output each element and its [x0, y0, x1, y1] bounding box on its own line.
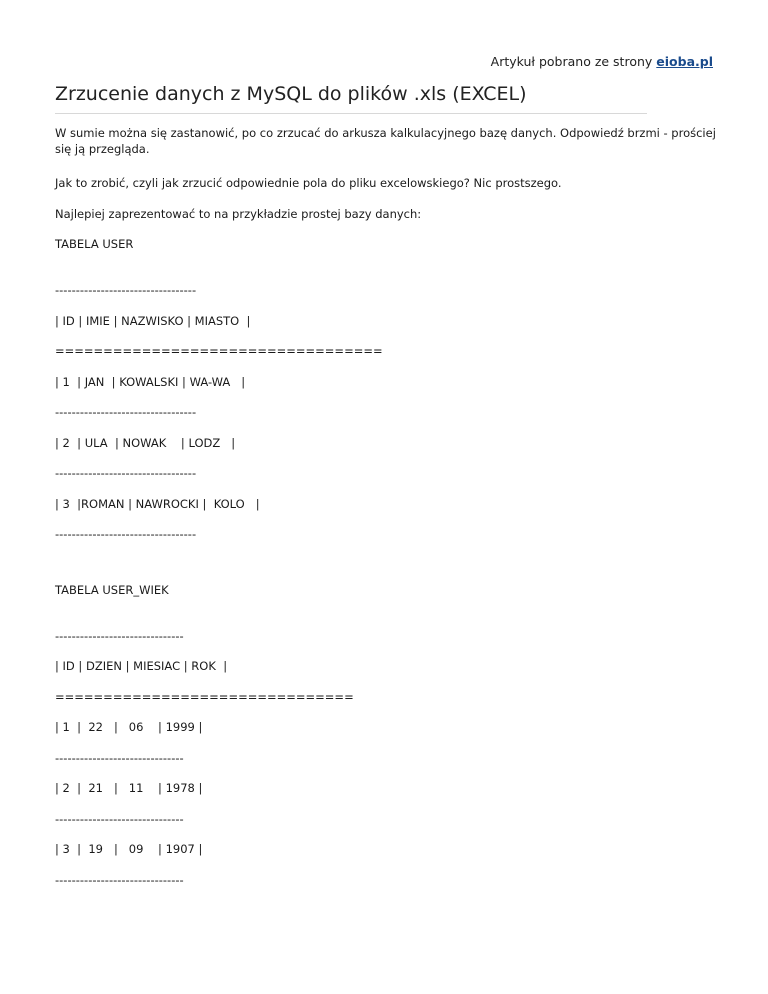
source-note: [491, 54, 713, 69]
table-user-wiek-line: | 2 | 21 | 11 | 1978 |: [55, 781, 203, 795]
source-link[interactable]: eioba.pl: [656, 54, 713, 69]
table-user-wiek-line: | ID | DZIEN | MIESIAC | ROK |: [55, 659, 228, 673]
table-user-wiek-line: -------------------------------: [55, 751, 184, 765]
table-user-line: ----------------------------------: [55, 405, 197, 419]
table-user-wiek-line: -------------------------------: [55, 629, 184, 643]
article-title: Zrzucenie danych z MySQL do plików .xls (EXCEL): [55, 83, 527, 105]
title-divider: [55, 113, 647, 114]
lead-paragraph: Najlepiej zaprezentować to na przykładzie prostej bazy danych:: [55, 207, 422, 221]
table-user-wiek-line: -------------------------------: [55, 873, 184, 887]
table-user-wiek-line: -------------------------------: [55, 812, 184, 826]
question-paragraph: Jak to zrobić, czyli jak zrzucić odpowiednie pola do pliku excelowskiego? Nic prostszego.: [55, 176, 562, 190]
table-user-line: | ID | IMIE | NAZWISKO | MIASTO |: [55, 314, 251, 328]
table-user-heading: TABELA USER: [55, 237, 134, 251]
table-user-line: ==================================: [55, 344, 383, 358]
table-user-wiek-line: | 1 | 22 | 06 | 1999 |: [55, 720, 203, 734]
table-user-line: | 2 | ULA | NOWAK | LODZ |: [55, 436, 236, 450]
table-user-wiek-line: | 3 | 19 | 09 | 1907 |: [55, 842, 203, 856]
source-prefix: Artykuł pobrano ze strony: [490, 54, 657, 69]
table-user-line: | 3 |ROMAN | NAWROCKI | KOLO |: [55, 497, 260, 511]
intro-paragraph: W sumie można się zastanowić, po co zrzucać do arkusza kalkulacyjnego bazę danych. Odpowiedź brzmi - prościej się ją przegląda.: [55, 126, 716, 156]
table-user-line: | 1 | JAN | KOWALSKI | WA-WA |: [55, 375, 246, 389]
table-user-line: ----------------------------------: [55, 527, 197, 541]
table-user-wiek-heading: TABELA USER_WIEK: [55, 583, 169, 597]
table-user-line: ----------------------------------: [55, 466, 197, 480]
table-user-line: ----------------------------------: [55, 283, 197, 297]
table-user-wiek-line: ===============================: [55, 690, 354, 704]
